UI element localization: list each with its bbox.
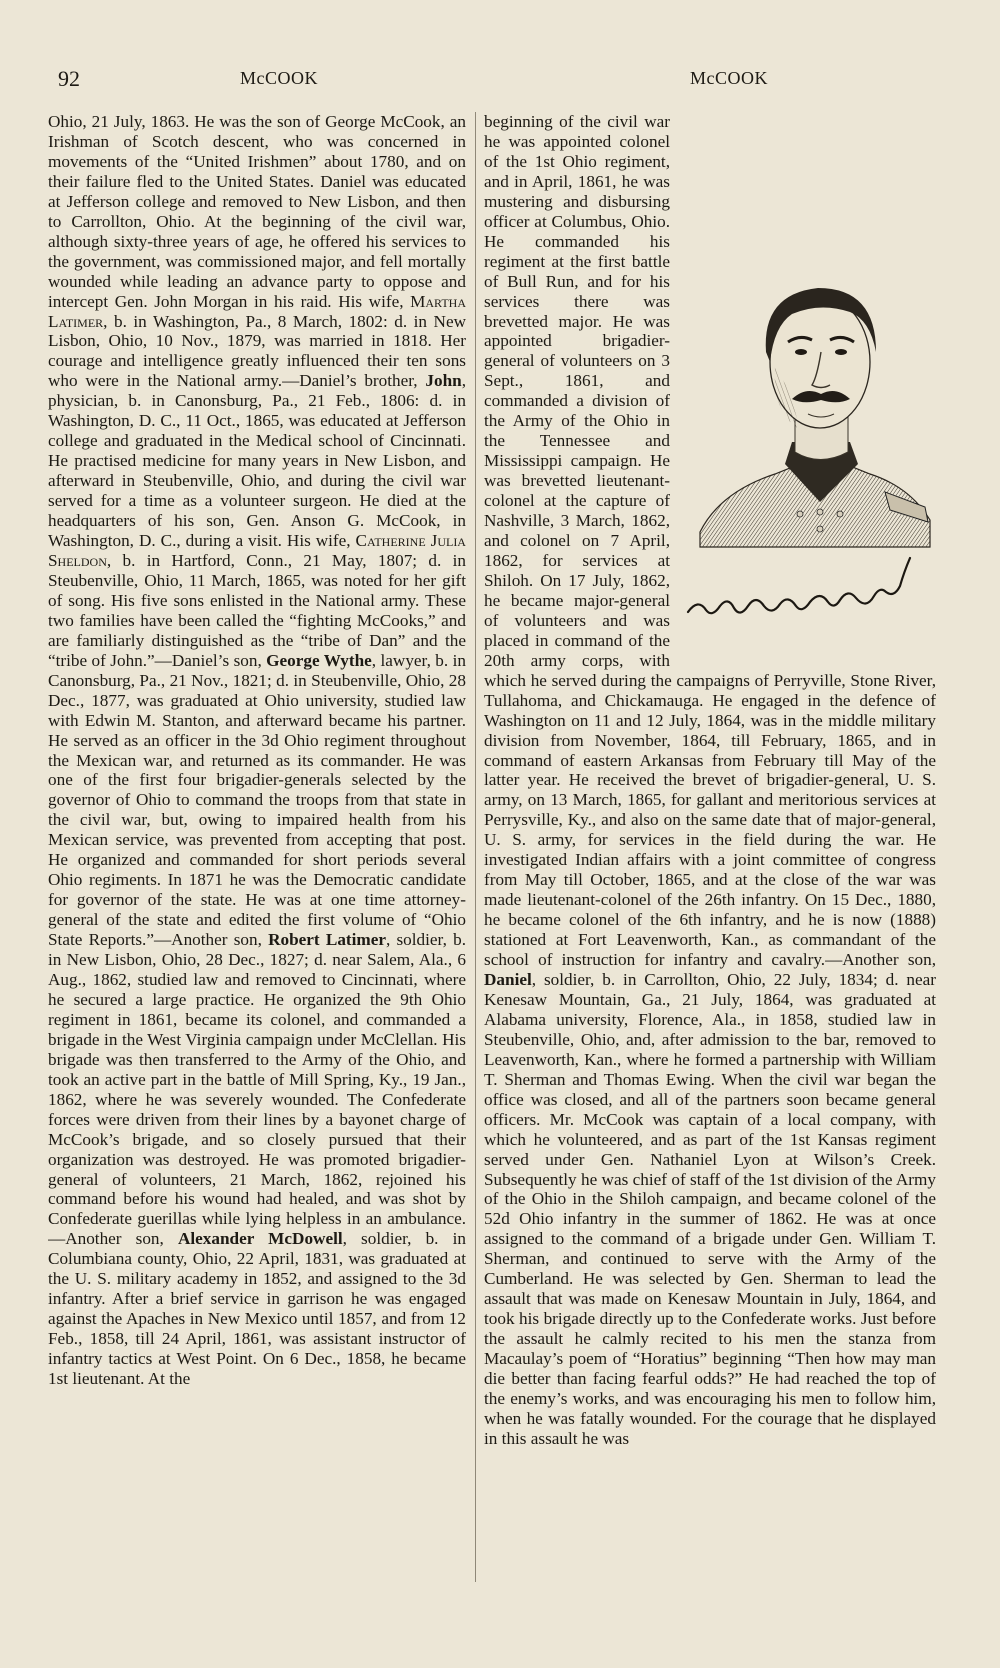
running-header xyxy=(58,66,940,96)
portrait-engraving xyxy=(680,202,936,657)
name-george-wythe: George Wythe xyxy=(266,650,372,670)
text-run: , b. in Hartford, Conn., 21 May, 1807; d. in Steubenville, Ohio, 11 March, 1865, was noted for her gift of song. His five sons enlisted in the National army. These two families have been called the “fighting McCooks,” and are familiarly distinguished as the “tribe of Dan” and the “tribe of John.”—Daniel’s son, xyxy=(48,550,466,670)
text-run: , soldier, b. in Carrollton, Ohio, 22 July, 1834; d. near Kenesaw Mountain, Ga., 21 July, 1864, was graduated at Alabama university, Florence, Ala., in 1858, studied law in Steubenville, Ohio, and, after admission to the bar, removed to Leavenworth, Kan., where he formed a partnership with William T. Sherman and Thomas Ewing. When the civil war began the office was closed, and all of the partners soon became general officers. Mr. McCook was captain of a local company, with which he volunteered, and as part of the 1st Kansas regiment served under Gen. Nathaniel Lyon at Wilson’s Creek. Subsequently he was chief of staff of the 1st division of the Army of the Ohio in the Shiloh campaign, and became colonel of the 52d Ohio infantry in the summer of 1862. He was at once assigned to the command of a brigade under Gen. William T. Sherman, and continued to serve with the Army of the Cumberland. He was selected by Gen. Sherman to lead the assault that was made on Kenesaw Mountain in July, 1864, and took his brigade directly up to the Confederate works. Just before the assault he calmly recited to his men the stanza from Macaulay’s poem of “Horatius” beginning “Then how may man die better than facing fearful odds?” He had reached the top of the enemy’s works, and was encouraging his men to follow him, when he was fatally wounded. For the courage that he displayed in this assault he was xyxy=(484,969,936,1448)
signature-text: A. McD. McCook xyxy=(680,202,688,203)
name-john: John xyxy=(425,371,462,391)
portrait-illustration xyxy=(680,202,936,657)
text-run: , b. in Washington, Pa., 8 March, 1802: d. in New Lisbon, Ohio, 10 Nov., 1879, was married in 1818. Her courage and intelligence greatly influenced their ten sons who were in the National army.—Daniel’s brother, xyxy=(48,311,466,391)
text-run: , physician, b. in Canonsburg, Pa., 21 Feb., 1806: d. in Washington, D. C., 11 Oct., 1865, was educated at Jefferson college and graduated in the Medical school of Cincinnati. He practised medicine for many years in New Lisbon, and afterward in Steubenville, Ohio, and during the civil war served for a time as a volunteer surgeon. He died at the headquarters of his son, Gen. Anson G. McCook, in Washington, D. C., during a visit. His wife, xyxy=(48,371,466,551)
right-column xyxy=(484,112,936,1582)
page-number: 92 xyxy=(58,66,80,91)
header-right-title: McCOOK xyxy=(690,68,768,88)
column-divider xyxy=(475,112,476,1582)
text-run: , soldier, b. in Columbiana county, Ohio, 22 April, 1831, was graduated at the U. S. military academy in 1852, and assigned to the 3d infantry. After a brief service in garrison he was engaged against the Apaches in New Mexico until 1857, and from 12 Feb., 1858, till 24 April, 1861, was assistant instructor of infantry tactics at West Point. On 6 Dec., 1858, he became 1st lieutenant. At the xyxy=(48,1229,466,1389)
text-run: , lawyer, b. in Canonsburg, Pa., 21 Nov., 1821; d. in Steubenville, Ohio, 28 Dec., 1877, was graduated at Ohio university, studied law with Edwin M. Stanton, and afterward became his partner. He served as an officer in the 3d Ohio regiment throughout the Mexican war, and returned as its commander. He was one of the first four brigadier-generals selected by the governor of Ohio to command the troops from that state in the civil war, but, owing to impaired health from his Mexican service, was prevented from accepting that post. He organized and commanded for short periods several Ohio regiments. In 1871 he was the Democratic candidate for governor of the state. He was at one time attorney-general of the state and edited the first volume of “Ohio State Reports.”—Another son, xyxy=(48,650,466,950)
signature-mark xyxy=(688,558,910,613)
name-alexander-mcdowell: Alexander McDowell xyxy=(177,1229,343,1249)
text-run: beginning of the civil war he was appointed colonel of the 1st Ohio regiment, and in April, 1861, he was mustering and disbursing officer at Columbus, Ohio. He commanded his regiment at the first battle of Bull Run, and for his services there was brevetted major. He was appointed brigadier-general of volunteers on 3 Sept., 1861, and commanded a division of the Army of the Ohio in the Tennessee and Mississippi campaign. He was brevetted lieutenant-colonel at the capture of Nashville, 3 March, 1862, and colonel on 7 April, 1862, for services at Shiloh. On 17 July, 1862, he became major-general of volunteers and was placed in command of the 20th army corps, with which he served during the campaigns of Perryville, Stone River, Tullahoma, and Chickamauga. He engaged in the defence of Washington on 11 and 12 July, 1864, was in the middle military division from November, 1864, till February, 1865, and in command of eastern Arkansas from February till May of the latter year. He received the brevet of brigadier-general, U. S. army, on 13 March, 1865, for gallant and meritorious services at Perrysville, Ky., and also on the same date that of major-general, U. S. army, for services in the field during the war. He investigated Indian affairs with a joint committee of congress from May till October, 1865, and at the close of the war was made lieutenant-colonel of the 26th infantry. On 15 Dec., 1880, he became colonel of the 6th infantry, and he is now (1888) stationed at Fort Leavenworth, Kan., as commandant of the school of instruction for infantry and cavalry.—Another son, xyxy=(484,112,936,970)
left-column-text xyxy=(48,112,466,1389)
text-run: Ohio, 21 July, 1863. He was the son of George McCook, an Irishman of Scotch descent, who was concerned in movements of the “United Irishmen” about 1780, and on their failure fled to the United States. Daniel was educated at Jefferson college and removed to New Lisbon, and then to Carrollton, Ohio. At the beginning of the civil war, although sixty-three years of age, he offered his services to the government, was commissioned major, and fell mortally wounded while leading an advance party to oppose and intercept Gen. John Morgan in his raid. His wife, xyxy=(48,112,466,311)
header-left-title: McCOOK xyxy=(240,68,318,88)
text-run: , soldier, b. in New Lisbon, Ohio, 28 Dec., 1827; d. near Salem, Ala., 6 Aug., 1862, studied law and removed to Cincinnati, where he secured a large practice. He organized the 9th Ohio regiment in 1861, became its colonel, and commanded a brigade in the West Virginia campaign under McClellan. His brigade was then transferred to the Army of the Ohio, and took an active part in the battle of Mill Spring, Ky., 19 Jan., 1862, where he was severely wounded. The Confederate forces were driven from their lines by a bayonet charge of McCook’s brigade, and so closely pursued that their organization was destroyed. He was promoted brigadier-general of volunteers, 21 March, 1862, rejoined his command before his wound had healed, and was shot by Confederate guerillas while lying helpless in an ambulance.—Another son, xyxy=(48,930,466,1249)
name-catherine-julia-sheldon: Catherine Julia Sheldon xyxy=(48,531,466,570)
name-daniel: Daniel xyxy=(484,969,532,989)
left-column xyxy=(48,112,466,1582)
name-martha-latimer: Martha Latimer xyxy=(48,291,466,331)
name-robert-latimer: Robert Latimer xyxy=(268,930,386,950)
